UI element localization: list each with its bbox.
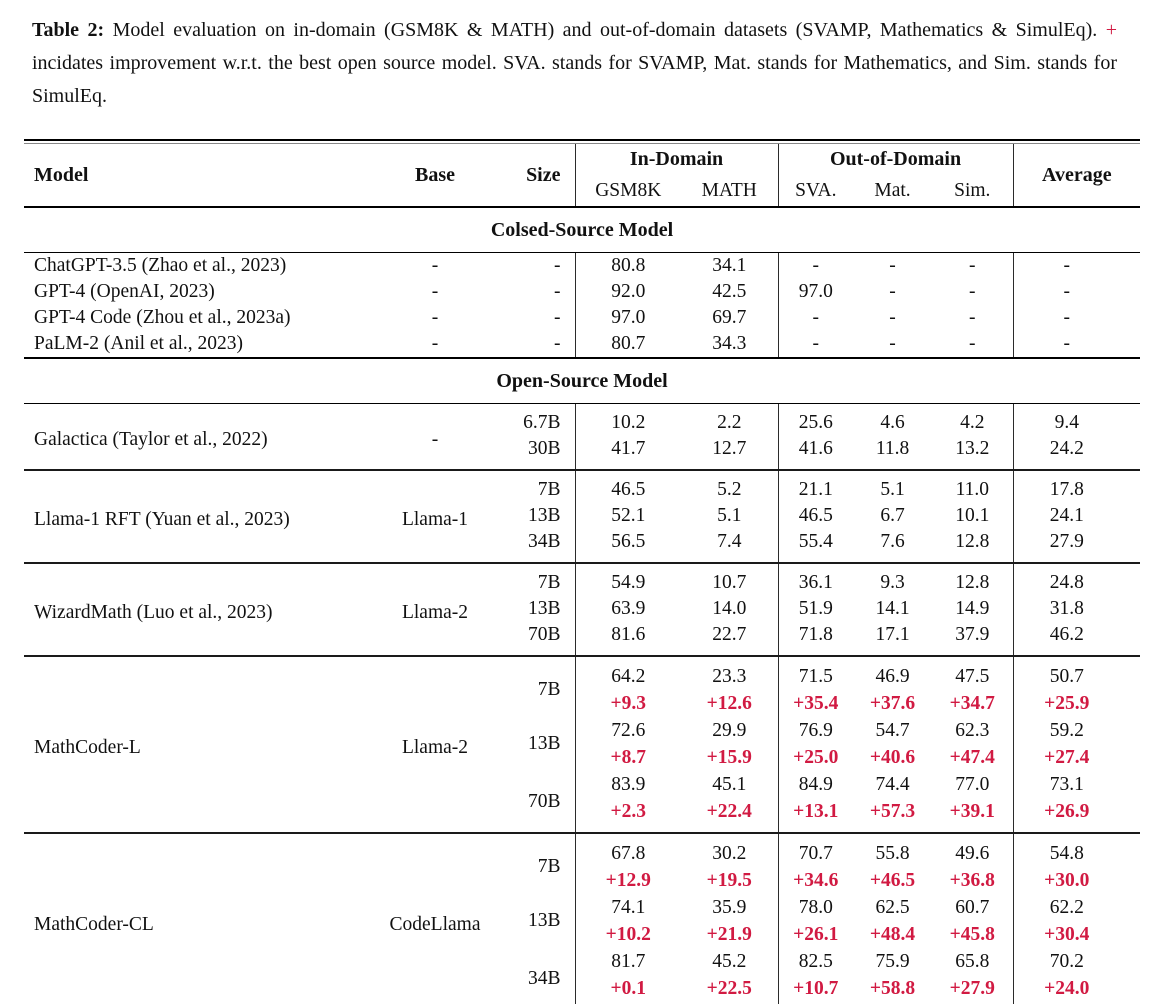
score-mat: 5.1 bbox=[853, 470, 932, 503]
base-cell: Llama-2 bbox=[370, 656, 500, 833]
delta-sva: +35.4 bbox=[778, 690, 853, 717]
table-row bbox=[24, 833, 1140, 867]
score-mat: - bbox=[889, 281, 896, 302]
size-cell: 6.7B bbox=[523, 412, 561, 433]
caption-text-1: Model evaluation on in-domain (GSM8K & MATH) and out-of-domain datasets (SVAMP, Mathematics & SimulEq). bbox=[112, 19, 1098, 41]
table-row bbox=[24, 331, 1140, 358]
score-gsm8k: 54.9 bbox=[575, 563, 681, 596]
score-average: 24.2 bbox=[1013, 436, 1140, 470]
size-cell: 13B bbox=[527, 505, 561, 526]
section-label: Colsed-Source Model bbox=[24, 207, 1140, 253]
caption-text-2: incidates improvement w.r.t. the best open source model. SVA. stands for SVAMP, Mat. stands for Mathematics, and Sim. stands for SimulEq. bbox=[32, 52, 1117, 107]
score-average: 73.1 bbox=[1013, 771, 1140, 798]
score-average: 59.2 bbox=[1013, 717, 1140, 744]
score-gsm8k: 81.7 bbox=[575, 948, 681, 975]
size-cell: - bbox=[554, 333, 561, 354]
score-gsm8k: 46.5 bbox=[575, 470, 681, 503]
delta-sva: +34.6 bbox=[778, 867, 853, 894]
score-sim: 13.2 bbox=[955, 438, 990, 459]
model-cell: ChatGPT-3.5 (Zhao et al., 2023) bbox=[34, 255, 287, 276]
delta-sim: +39.1 bbox=[949, 800, 995, 822]
model-cell: GPT-4 (OpenAI, 2023) bbox=[34, 281, 215, 302]
score-sim: 60.7 bbox=[955, 896, 990, 918]
size-cell: 34B bbox=[527, 531, 561, 552]
score-average: - bbox=[1013, 279, 1140, 305]
score-sim: 4.2 bbox=[960, 412, 985, 433]
header-sva: SVA. bbox=[778, 175, 853, 207]
delta-sim: +27.9 bbox=[949, 977, 995, 999]
model-cell: MathCoder-L bbox=[24, 656, 370, 833]
delta-mat: +46.5 bbox=[869, 869, 916, 891]
delta-sim: +34.7 bbox=[949, 692, 995, 714]
score-sva: 70.7 bbox=[778, 833, 853, 867]
table-row bbox=[24, 470, 1140, 503]
score-sva: 84.9 bbox=[778, 771, 853, 798]
header-average: Average bbox=[1013, 144, 1140, 207]
score-math: 45.2 bbox=[712, 950, 747, 972]
score-gsm8k: 92.0 bbox=[575, 279, 681, 305]
section-band-row bbox=[24, 207, 1140, 253]
base-cell: - bbox=[431, 333, 439, 354]
delta-gsm8k: +2.3 bbox=[575, 798, 681, 833]
score-average: 46.2 bbox=[1013, 622, 1140, 656]
score-sva: - bbox=[778, 253, 853, 280]
size-cell: 7B bbox=[500, 470, 575, 503]
score-math: 29.9 bbox=[712, 719, 747, 741]
header-size: Size bbox=[526, 163, 561, 186]
score-gsm8k: 67.8 bbox=[575, 833, 681, 867]
score-mat: 14.1 bbox=[875, 598, 910, 619]
table-caption bbox=[32, 14, 1117, 113]
score-gsm8k: 72.6 bbox=[575, 717, 681, 744]
table-row bbox=[24, 253, 1140, 280]
score-sva: 21.1 bbox=[778, 470, 853, 503]
score-sva: 97.0 bbox=[778, 279, 853, 305]
score-sim: 65.8 bbox=[955, 950, 990, 972]
score-math: 23.3 bbox=[681, 656, 778, 690]
score-gsm8k: 80.7 bbox=[575, 331, 681, 358]
delta-sva: +10.7 bbox=[778, 975, 853, 1004]
size-cell: 30B bbox=[527, 438, 561, 459]
header-mat: Mat. bbox=[853, 175, 932, 207]
delta-average: +30.0 bbox=[1013, 867, 1140, 894]
score-sva: 55.4 bbox=[778, 529, 853, 563]
delta-average: +25.9 bbox=[1013, 690, 1140, 717]
score-mat: - bbox=[889, 255, 896, 276]
score-sva: 25.6 bbox=[778, 404, 853, 437]
base-cell: Llama-1 bbox=[370, 470, 500, 563]
score-mat: 75.9 bbox=[875, 950, 910, 972]
score-sim: 10.1 bbox=[955, 505, 990, 526]
score-average: 17.8 bbox=[1013, 470, 1140, 503]
score-gsm8k: 97.0 bbox=[575, 305, 681, 331]
score-gsm8k: 56.5 bbox=[575, 529, 681, 563]
score-mat: 74.4 bbox=[875, 773, 910, 795]
score-sva: - bbox=[778, 331, 853, 358]
size-cell: 70B bbox=[527, 790, 561, 812]
score-mat: 6.7 bbox=[880, 505, 905, 526]
header-math: MATH bbox=[681, 175, 778, 207]
header-model: Model bbox=[34, 163, 89, 186]
score-mat: - bbox=[889, 333, 896, 354]
score-mat: 4.6 bbox=[880, 412, 905, 433]
score-sva: 78.0 bbox=[778, 894, 853, 921]
score-gsm8k: 64.2 bbox=[575, 656, 681, 690]
score-sva: - bbox=[778, 305, 853, 331]
score-math: 5.1 bbox=[717, 505, 742, 526]
size-cell: - bbox=[554, 307, 561, 328]
score-sva: 51.9 bbox=[778, 596, 853, 622]
delta-mat: +48.4 bbox=[869, 923, 916, 945]
model-cell: MathCoder-CL bbox=[24, 833, 370, 1004]
score-math: 10.7 bbox=[681, 563, 778, 596]
delta-sva: +25.0 bbox=[778, 744, 853, 771]
score-gsm8k: 81.6 bbox=[575, 622, 681, 656]
score-gsm8k: 63.9 bbox=[575, 596, 681, 622]
score-sim: 12.8 bbox=[932, 563, 1013, 596]
score-mat: 9.3 bbox=[853, 563, 932, 596]
score-math: 14.0 bbox=[712, 598, 747, 619]
score-average: - bbox=[1013, 305, 1140, 331]
score-average: 31.8 bbox=[1013, 596, 1140, 622]
base-cell: - bbox=[431, 307, 439, 328]
delta-mat: +58.8 bbox=[869, 977, 916, 999]
delta-sim: +36.8 bbox=[949, 869, 995, 891]
score-average: 24.8 bbox=[1013, 563, 1140, 596]
results-table bbox=[24, 144, 1140, 1004]
model-cell: Llama-1 RFT (Yuan et al., 2023) bbox=[24, 470, 370, 563]
header-base: Base bbox=[415, 163, 455, 186]
score-gsm8k: 52.1 bbox=[575, 503, 681, 529]
delta-gsm8k: +0.1 bbox=[575, 975, 681, 1004]
caption-label: Table 2: bbox=[32, 19, 105, 41]
score-math: 7.4 bbox=[717, 531, 742, 552]
score-sim: - bbox=[969, 307, 976, 328]
delta-math: +21.9 bbox=[706, 923, 752, 945]
delta-sim: +45.8 bbox=[949, 923, 995, 945]
delta-sim: +47.4 bbox=[949, 746, 995, 768]
delta-average: +30.4 bbox=[1013, 921, 1140, 948]
score-sva: 46.5 bbox=[778, 503, 853, 529]
model-cell: GPT-4 Code (Zhou et al., 2023a) bbox=[34, 307, 291, 328]
delta-gsm8k: +8.7 bbox=[575, 744, 681, 771]
score-math: 45.1 bbox=[712, 773, 747, 795]
score-average: 54.8 bbox=[1013, 833, 1140, 867]
delta-sva: +26.1 bbox=[778, 921, 853, 948]
size-cell: 7B bbox=[500, 563, 575, 596]
score-sva: 82.5 bbox=[778, 948, 853, 975]
size-cell: - bbox=[554, 255, 561, 276]
score-math: 5.2 bbox=[681, 470, 778, 503]
model-cell: WizardMath (Luo et al., 2023) bbox=[24, 563, 370, 656]
header-sim: Sim. bbox=[932, 175, 1013, 207]
score-sim: 37.9 bbox=[955, 624, 990, 645]
score-average: 24.1 bbox=[1013, 503, 1140, 529]
delta-gsm8k: +9.3 bbox=[575, 690, 681, 717]
score-math: 69.7 bbox=[712, 307, 747, 328]
delta-gsm8k: +12.9 bbox=[575, 867, 681, 894]
score-mat: 55.8 bbox=[853, 833, 932, 867]
score-sim: 47.5 bbox=[932, 656, 1013, 690]
score-average: - bbox=[1013, 253, 1140, 280]
score-sim: 77.0 bbox=[955, 773, 990, 795]
score-math: 35.9 bbox=[712, 896, 747, 918]
header-in-domain: In-Domain bbox=[575, 144, 778, 175]
size-cell: 13B bbox=[527, 733, 561, 754]
size-cell: - bbox=[554, 281, 561, 302]
score-math: 12.7 bbox=[712, 438, 747, 459]
score-sva: 71.8 bbox=[778, 622, 853, 656]
score-sim: 12.8 bbox=[955, 531, 990, 552]
score-math: 22.7 bbox=[712, 624, 747, 645]
score-sim: 62.3 bbox=[955, 719, 990, 741]
score-average: 62.2 bbox=[1013, 894, 1140, 921]
delta-mat: +37.6 bbox=[869, 692, 916, 714]
delta-average: +27.4 bbox=[1013, 744, 1140, 771]
delta-math: +15.9 bbox=[706, 746, 752, 768]
table-header bbox=[24, 144, 1140, 207]
score-mat: 46.9 bbox=[853, 656, 932, 690]
delta-average: +24.0 bbox=[1013, 975, 1140, 1004]
score-math: 34.3 bbox=[712, 333, 747, 354]
score-math: 30.2 bbox=[681, 833, 778, 867]
score-math: 34.1 bbox=[712, 255, 747, 276]
score-average: 27.9 bbox=[1013, 529, 1140, 563]
score-sva: 36.1 bbox=[778, 563, 853, 596]
score-sva: 41.6 bbox=[778, 436, 853, 470]
table-row bbox=[24, 656, 1140, 690]
size-cell: 34B bbox=[527, 967, 561, 989]
delta-math: +22.4 bbox=[706, 800, 752, 822]
table-row bbox=[24, 404, 1140, 437]
table-row bbox=[24, 305, 1140, 331]
score-average: - bbox=[1013, 331, 1140, 358]
score-sim: 49.6 bbox=[932, 833, 1013, 867]
delta-math: +22.5 bbox=[706, 977, 752, 999]
delta-mat: +57.3 bbox=[869, 800, 916, 822]
score-gsm8k: 83.9 bbox=[575, 771, 681, 798]
size-cell: 13B bbox=[527, 910, 561, 931]
header-out-of-domain: Out-of-Domain bbox=[778, 144, 1013, 175]
score-mat: - bbox=[889, 307, 896, 328]
size-cell: 7B bbox=[500, 833, 575, 894]
delta-average: +26.9 bbox=[1013, 798, 1140, 833]
score-mat: 11.8 bbox=[875, 438, 910, 459]
score-average: 70.2 bbox=[1013, 948, 1140, 975]
base-cell: - bbox=[431, 428, 439, 450]
score-average: 50.7 bbox=[1013, 656, 1140, 690]
delta-gsm8k: +10.2 bbox=[575, 921, 681, 948]
base-cell: - bbox=[431, 281, 439, 302]
score-gsm8k: 80.8 bbox=[575, 253, 681, 280]
score-sva: 76.9 bbox=[778, 717, 853, 744]
section-band-row bbox=[24, 358, 1140, 404]
delta-mat: +40.6 bbox=[869, 746, 916, 768]
score-gsm8k: 74.1 bbox=[575, 894, 681, 921]
score-math: 42.5 bbox=[712, 281, 747, 302]
size-cell: 7B bbox=[500, 656, 575, 717]
base-cell: CodeLlama bbox=[370, 833, 500, 1004]
delta-math: +12.6 bbox=[706, 692, 752, 714]
size-cell: 70B bbox=[527, 624, 561, 645]
base-cell: Llama-2 bbox=[370, 563, 500, 656]
score-mat: 7.6 bbox=[880, 531, 905, 552]
base-cell: - bbox=[431, 255, 439, 276]
score-sim: - bbox=[969, 333, 976, 354]
model-cell: Galactica (Taylor et al., 2022) bbox=[34, 428, 268, 450]
header-gsm8k: GSM8K bbox=[575, 175, 681, 207]
score-sim: - bbox=[969, 255, 976, 276]
score-sim: 14.9 bbox=[955, 598, 990, 619]
score-mat: 62.5 bbox=[875, 896, 910, 918]
model-cell: PaLM-2 (Anil et al., 2023) bbox=[34, 333, 244, 354]
delta-sva: +13.1 bbox=[778, 798, 853, 833]
score-average: 9.4 bbox=[1013, 404, 1140, 437]
score-mat: 17.1 bbox=[875, 624, 910, 645]
caption-plus-sign: + bbox=[1105, 19, 1117, 41]
score-mat: 54.7 bbox=[875, 719, 910, 741]
score-gsm8k: 10.2 bbox=[575, 404, 681, 437]
score-math: 2.2 bbox=[717, 412, 742, 433]
delta-math: +19.5 bbox=[706, 869, 752, 891]
table-body bbox=[24, 207, 1140, 1004]
score-sva: 71.5 bbox=[778, 656, 853, 690]
score-sim: 11.0 bbox=[932, 470, 1013, 503]
table-row bbox=[24, 563, 1140, 596]
table-row bbox=[24, 279, 1140, 305]
size-cell: 13B bbox=[527, 598, 561, 619]
score-sim: - bbox=[969, 281, 976, 302]
score-gsm8k: 41.7 bbox=[575, 436, 681, 470]
section-label: Open-Source Model bbox=[24, 358, 1140, 404]
